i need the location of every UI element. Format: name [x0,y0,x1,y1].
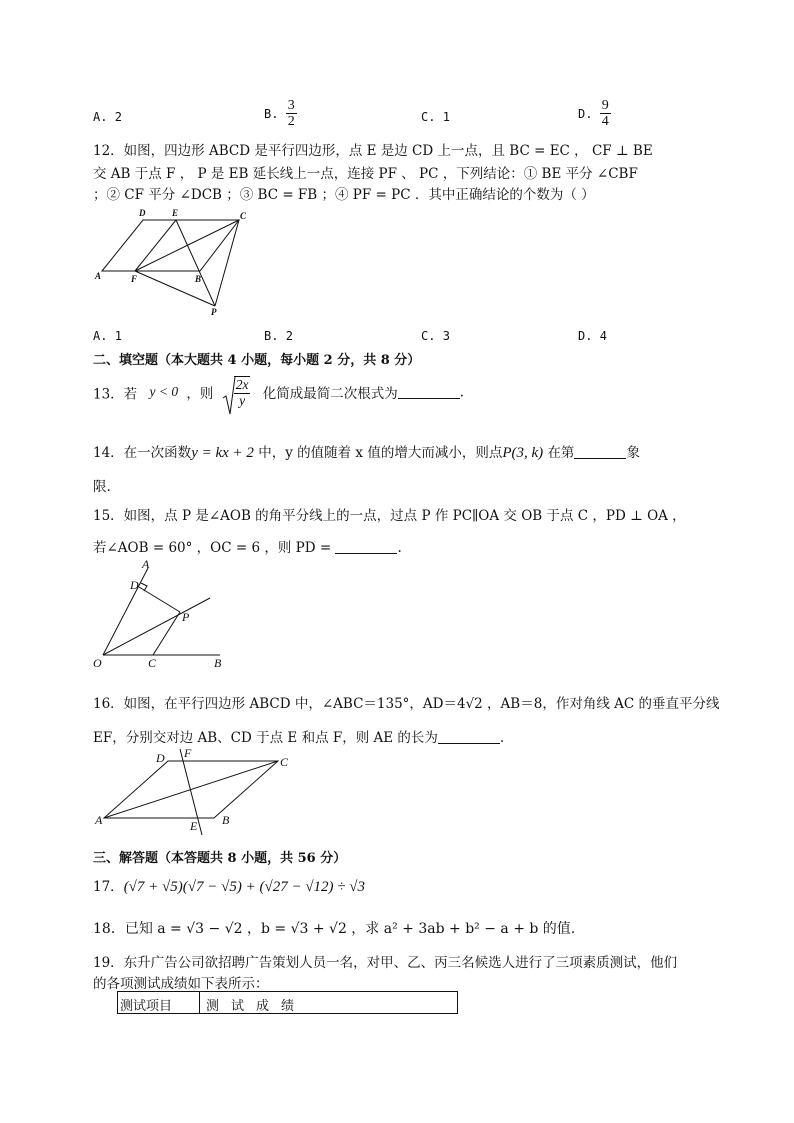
table-header-item: 测试项目 [118,992,200,1013]
q12-option-c: C. 3 [421,329,450,343]
label-c: C [280,755,289,769]
q15-line2: 若∠AOB = 60° ，OC = 6 ，则 PD = . [93,540,402,556]
section-2-title: 二、填空题（本大题共 4 小题，每小题 2 分，共 8 分） [93,353,421,368]
q12-option-b: B. 2 [264,329,293,343]
label-b: B [195,274,202,284]
score-table [117,991,458,1014]
q16-figure [92,745,302,840]
label-e: E [190,819,198,833]
q14-line2: 限. [93,479,111,495]
line-fp [135,271,215,306]
line-pd [139,587,180,612]
answer-blank[interactable] [335,541,397,554]
label-p: P [182,610,190,624]
label-f: F [184,746,192,760]
ray-oa [103,568,148,655]
q15-figure [90,558,230,673]
q11-option-d: D. $\frac{9}{4}$ [578,98,609,130]
q15-line1: 15．如图，点 P 是∠AOB 的角平分线上的一点，过点 P 作 PC∥OA 交 OB 于点 C ，PD ⊥ OA ， [93,508,686,524]
q12-option-d: D. 4 [578,329,607,343]
q11-option-a: A. 2 [93,110,122,124]
q18: 18．已知 a = √3 − √2 ，b = √3 + √2 ，求 a² + 3ab + b² − a + b 的值. [93,921,576,937]
answer-blank[interactable] [398,386,460,399]
label-b: B [214,656,222,670]
section-3-title: 三、解答题（本答题共 8 小题，共 56 分） [93,851,347,866]
q14-line1: 14．在一次函数y = kx + 2 中，y 的值随着 x 值的增大而减小，则点P(3, k) 在第 象 [93,445,640,461]
label-a: A [95,813,103,827]
q17: 17．(√7 + √5)(√7 − √5) + (√27 − √12) ÷ √3 [93,879,366,895]
label-a: A [95,271,102,281]
line-pc [153,612,180,655]
q12-line2: 交 AB 于点 F ， P 是 EB 延长线上一点，连接 PF 、 PC ，下列结论：① BE 平分 ∠CBF [93,166,638,182]
q12-option-a: A. 1 [93,329,122,343]
label-d: D [130,578,139,592]
fraction: $\frac{9}{4}$ [601,98,609,130]
line-fe [135,220,176,271]
label-b: B [222,813,230,827]
fraction: $\frac{2x}{y}$ [235,377,249,408]
q11-option-b: B. $\frac{3}{2}$ [264,98,295,130]
label-d: D [156,751,165,765]
parallelogram-abcd [102,220,239,271]
answer-blank[interactable] [574,446,626,459]
q12-line3: ；② CF 平分 ∠DCB ；③ BC = FB ；④ PF = PC ．其中正确结论的个数为（ ） [93,187,595,203]
label-c: C [148,656,157,670]
line-ep [176,220,215,306]
label-d: D [139,208,146,218]
fraction: $\frac{3}{2}$ [287,98,295,130]
q12-figure [92,205,252,317]
label-p: P [211,307,217,317]
bisector-op [103,598,210,655]
q16-line1: 16．如图，在平行四边形 ABCD 中，∠ABC＝135°，AD＝4√2 ，AB＝8，作对角线 AC 的垂直平分线 [93,696,720,712]
label-a: A [142,558,150,571]
label-f: F [131,274,138,284]
q19-line2: 的各项测试成绩如下表所示： [93,976,269,992]
answer-blank[interactable] [438,731,500,744]
label-o: O [93,656,102,670]
label-c: C [240,211,247,221]
line-fc [135,220,239,271]
q11-option-c: C. 1 [421,110,450,124]
diagonal-ac [104,761,278,818]
table-header-scores: 测试成绩 [206,999,307,1014]
line-cp [215,220,239,306]
q19-line1: 19．东升广告公司欲招聘广告策划人员一名，对甲、乙、丙三名候选人进行了三项素质测试，他们 [93,955,678,971]
q13: 13．若 y < 0 ，则 $\frac{2x}{y}$ 化简成最简二次根式为 . [93,376,464,416]
label-e: E [172,208,179,218]
q12-line1: 12．如图，四边形 ABCD 是平行四边形，点 E 是边 CD 上一点，且 BC = EC ， CF ⊥ BE [93,143,653,159]
radical [222,376,251,409]
q16-line2: EF，分别交对边 AB、CD 于点 E 和点 F，则 AE 的长为 . [93,730,505,746]
